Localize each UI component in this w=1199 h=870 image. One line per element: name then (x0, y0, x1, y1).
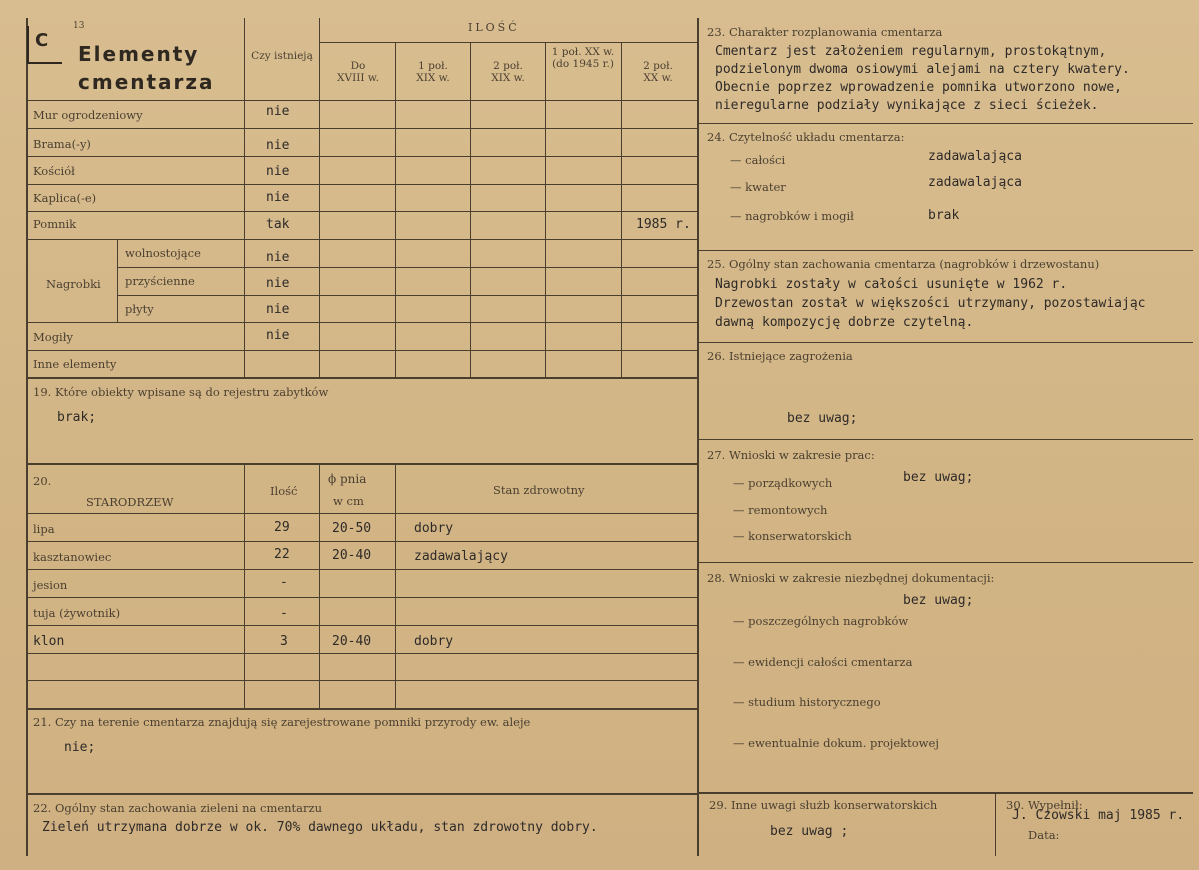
q30-label: 30. Wypełnił: (1006, 798, 1083, 812)
q25-line2: Drzewostan został w większości utrzymany, pozostawiając (715, 296, 1146, 311)
q20-title: STARODRZEW (86, 495, 174, 509)
row-exists-gate: nie (266, 138, 290, 153)
grid-line (697, 342, 1193, 343)
grid-line (697, 250, 1193, 251)
q23-line1: Cmentarz jest założeniem regularnym, prostokątnym, (715, 44, 1107, 59)
card-title-line2: cmentarza (78, 70, 215, 94)
nagrobki-slabs-exists: nie (266, 302, 290, 317)
grid-line (319, 18, 320, 378)
tree-qty: - (280, 575, 288, 590)
row-exists-chapel: nie (266, 190, 290, 205)
grid-line (26, 350, 697, 351)
tree-name: kasztanowiec (33, 550, 112, 564)
q23-line4: nieregularne podziały wynikające z sieci ścieżek. (715, 98, 1099, 113)
tree-name: jesion (33, 578, 68, 592)
q26-label: 26. Istniejące zagrożenia (707, 349, 853, 363)
tree-diam: 20-40 (332, 548, 372, 563)
q28-item: — ewidencji całości cmentarza (733, 655, 913, 669)
section-letter-box: C (27, 26, 62, 64)
tree-name: lipa (33, 522, 55, 536)
q27-label: 27. Wnioski w zakresie prac: (707, 448, 875, 462)
grid-line (395, 42, 396, 378)
col-exists-header: Czy istnieją (251, 50, 313, 62)
grid-line (26, 184, 697, 185)
q24-item-value: brak (928, 208, 960, 223)
nagrobki-slabs: płyty (125, 302, 154, 316)
q24-label: 24. Czytelność układu cmentarza: (707, 130, 905, 144)
grid-line (26, 211, 697, 212)
tree-health: zadawalający (414, 549, 508, 564)
q29-answer: bez uwag ; (770, 824, 849, 839)
q24-item-value: zadawalająca (928, 149, 1022, 164)
qty-header: ILOŚĆ (468, 21, 520, 34)
grid-line (26, 128, 697, 129)
period-header-2: 1 poł. XIX w. (416, 60, 450, 84)
row-label-graves: Mogiły (33, 330, 73, 344)
page-number: 13 (73, 21, 85, 31)
row-exists-graves: nie (266, 328, 290, 343)
nagrobki-wall: przyścienne (125, 274, 195, 288)
tree-diam: 20-50 (332, 521, 372, 536)
center-divider (697, 18, 699, 856)
grid-line (26, 239, 697, 240)
q25-line1: Nagrobki zostały w całości usunięte w 1962 r. (715, 277, 1068, 292)
q27-item: — porządkowych (733, 476, 833, 490)
q22-answer: Zieleń utrzymana dobrze w ok. 70% dawnego układu, stan zdrowotny dobry. (42, 820, 598, 835)
q22-label: 22. Ogólny stan zachowania zieleni na cmentarzu (33, 801, 322, 815)
grid-line (26, 541, 697, 542)
q27-item: — remontowych (733, 503, 828, 517)
grid-line (26, 569, 697, 570)
grid-line (26, 680, 697, 681)
tree-qty: - (280, 606, 288, 621)
grid-line (470, 42, 471, 378)
tree-name: tuja (żywotnik) (33, 606, 121, 620)
grid-line (697, 123, 1193, 124)
nagrobki-freestanding-exists: nie (266, 250, 290, 265)
grid-line (26, 156, 697, 157)
tree-qty: 3 (280, 634, 288, 649)
grid-line (26, 513, 697, 514)
nagrobki-freestanding: wolnostojące (125, 246, 201, 260)
row-exists-church: nie (266, 164, 290, 179)
q25-label: 25. Ogólny stan zachowania cmentarza (nagrobków i drzewostanu) (707, 257, 1100, 271)
q23-line2: podzielonym dwoma osiowymi alejami na cztery kwatery. (715, 62, 1130, 77)
q24-item-label: — kwater (730, 180, 786, 194)
grid-line (26, 793, 697, 795)
grid-line (621, 42, 622, 378)
tree-qty: 29 (274, 520, 290, 535)
card-title-line1: Elementy (78, 42, 200, 66)
q27-answer: bez uwag; (903, 470, 974, 485)
grid-line (117, 239, 118, 322)
grid-line (697, 562, 1193, 563)
row-label-chapel: Kaplica(-e) (33, 191, 97, 205)
grid-line (319, 42, 697, 43)
q21-label: 21. Czy na terenie cmentarza znajdują się zarejestrowane pomniki przyrody ew. aleje (33, 715, 531, 729)
row-exists-wall: nie (266, 104, 290, 119)
q20-col-diam-1: ϕ pnia (328, 472, 367, 486)
nagrobki-label: Nagrobki (46, 277, 101, 291)
q23-label: 23. Charakter rozplanowania cmentarza (707, 25, 943, 39)
q19-answer: brak; (57, 410, 97, 425)
grid-line (26, 625, 697, 626)
grid-line (26, 377, 697, 379)
row-exists-monument: tak (266, 217, 290, 232)
period-header-1: Do XVIII w. (337, 60, 379, 84)
tree-name: klon (33, 634, 65, 649)
grid-line (244, 18, 245, 378)
tree-health: dobry (414, 521, 454, 536)
row-label-church: Kościół (33, 164, 75, 178)
tree-diam: 20-40 (332, 634, 372, 649)
q20-number: 20. (33, 474, 52, 488)
row-label-gate: Brama(-y) (33, 137, 91, 151)
grid-line (697, 792, 1193, 794)
period-header-5: 2 poł. XX w. (643, 60, 673, 84)
grid-line (697, 439, 1193, 440)
q28-item: — poszczególnych nagrobków (733, 614, 909, 628)
q23-line3: Obecnie poprzez wprowadzenie pomnika utworzono nowe, (715, 80, 1122, 95)
row-label-other: Inne elementy (33, 357, 117, 371)
grid-line (26, 100, 697, 101)
q28-answer: bez uwag; (903, 593, 974, 608)
q28-item: — ewentualnie dokum. projektowej (733, 736, 939, 750)
grid-line (995, 792, 996, 856)
q20-col-diam-2: w cm (333, 494, 364, 508)
period-header-3: 2 poł. XIX w. (491, 60, 525, 84)
grid-line (395, 463, 396, 708)
grid-line (26, 322, 697, 323)
q24-item-label: — całości (730, 153, 786, 167)
row-label-wall: Mur ogrodzeniowy (33, 108, 143, 122)
q20-col-health: Stan zdrowotny (493, 483, 585, 497)
q26-answer: bez uwag; (787, 411, 858, 426)
tree-health: dobry (414, 634, 454, 649)
grid-line (26, 708, 697, 710)
period-header-4: 1 poł. XX w. (do 1945 r.) (551, 46, 615, 70)
grid-line (545, 42, 546, 378)
grid-line (26, 463, 697, 465)
q24-item-value: zadawalająca (928, 175, 1022, 190)
grid-line (26, 653, 697, 654)
nagrobki-wall-exists: nie (266, 276, 290, 291)
grid-line (117, 295, 697, 296)
q27-item: — konserwatorskich (733, 529, 852, 543)
q25-line3: dawną kompozycję dobrze czytelną. (715, 315, 974, 330)
grid-line (26, 597, 697, 598)
grid-line (244, 463, 245, 708)
q30-date-label: Data: (1028, 828, 1060, 842)
q21-answer: nie; (64, 740, 96, 755)
q28-label: 28. Wnioski w zakresie niezbędnej dokumentacji: (707, 571, 995, 585)
row-label-monument: Pomnik (33, 217, 77, 231)
q20-col-qty: Ilość (270, 484, 298, 498)
q24-item-label: — nagrobków i mogił (730, 209, 854, 223)
q19-label: 19. Które obiekty wpisane są do rejestru zabytków (33, 385, 329, 399)
left-border (26, 18, 28, 856)
q30-filled-by: J. Czowski maj 1985 r. (1012, 808, 1185, 823)
tree-qty: 22 (274, 547, 290, 562)
row-monument-period5: 1985 r. (636, 217, 691, 232)
q28-item: — studium historycznego (733, 695, 881, 709)
q29-label: 29. Inne uwagi służb konserwatorskich (709, 798, 938, 812)
grid-line (117, 267, 697, 268)
grid-line (319, 463, 320, 708)
